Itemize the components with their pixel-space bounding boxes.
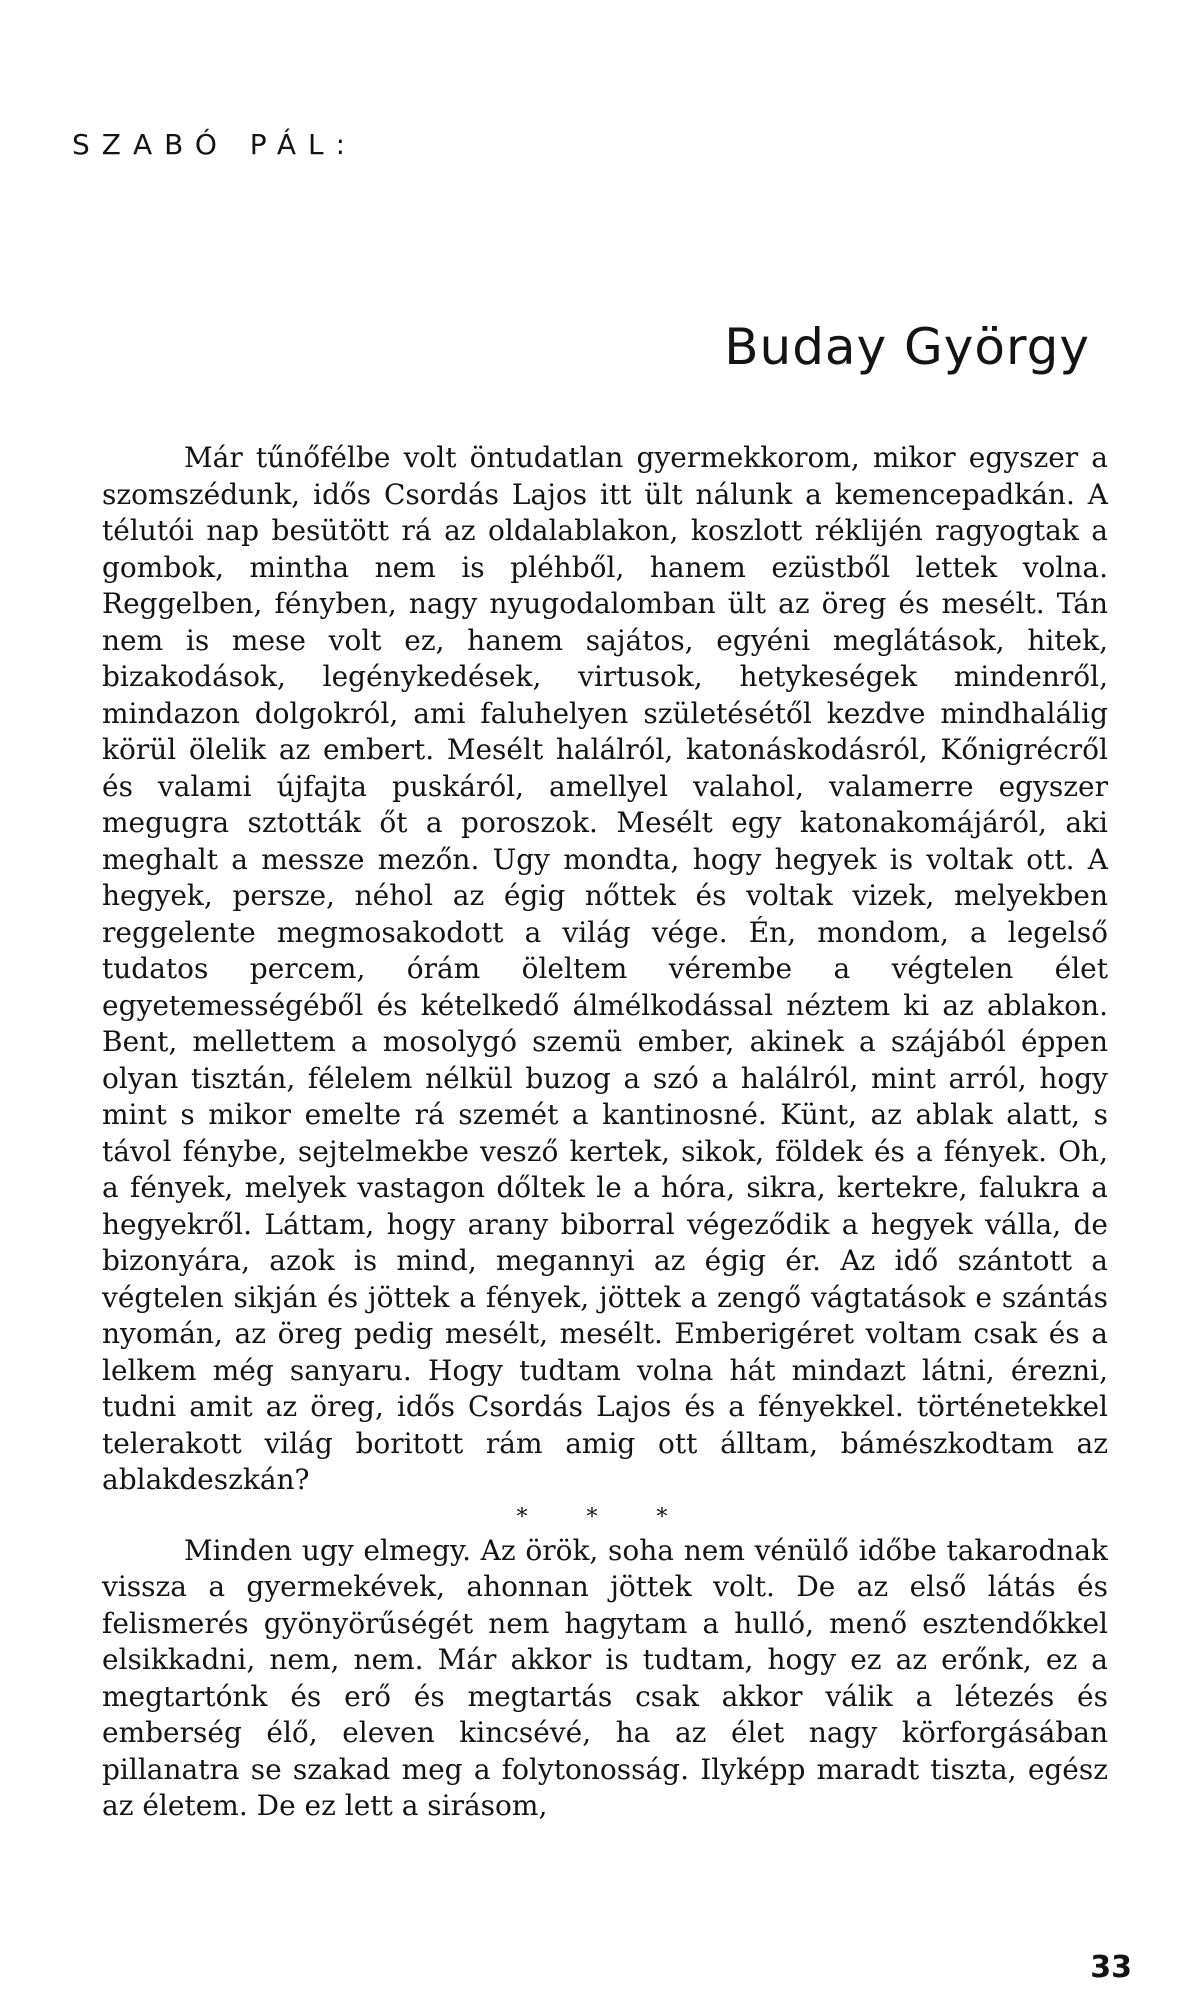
article-title: Buday György (724, 318, 1090, 376)
page-number: 33 (1090, 1950, 1132, 1985)
paragraph-2: Minden ugy elmegy. Az örök, soha nem vénülő időbe takarodnak vissza a gyermekévek, ahonnan jöttek volt. De az első látás és felismerés gyönyörűségét nem hagytam a hulló, menő esztendőkkel elsikkadni, nem, nem. Már akkor is tudtam, hogy ez az erőnk, ez a megtartónk és erő és megtartás csak akkor válik a létezés és emberség élő, eleven kincsévé, ha az élet nagy körforgásában pillanatra se szakad meg a folytonosság. Ilyképp maradt tiszta, egész az életem. De ez lett a sirásom, (102, 1533, 1108, 1822)
paragraph-1: Már tűnőfélbe volt öntudatlan gyermekkorom, mikor egyszer a szomszédunk, idős Csordás Lajos itt ült nálunk a kemencepadkán. A télutói nap besütött rá az oldalablakon, koszlott réklijén ragyogtak a gombok, mintha nem is pléhből, hanem ezüstből lettek volna. Reggelben, fényben, nagy nyugodalomban ült az öreg és mesélt. Tán nem is mese volt ez, hanem sajátos, egyéni meglátások, hitek, bizakodások, legénykedések, virtusok, hetykeségek mindenről, mindazon dolgokról, ami faluhelyen születésétől kezdve mindhalálig körül ölelik az embert. Mesélt halálról, katonáskodásról, Kőnigrécről és valami újfajta puskáról, amellyel valahol, valamerre egyszer megugra sztották őt a poroszok. Mesélt egy katonakomájáról, aki meghalt a messze mezőn. Ugy mondta, hogy hegyek is voltak ott. A hegyek, persze, néhol az égig nőttek és voltak vizek, melyekben reggelente megmosakodott a világ vége. Én, mondom, a legelső tudatos percem, órám öleltem vérembe a végtelen élet egyetemességéből és kételkedő álmélkodással néztem ki az ablakon. Bent, mellettem a mosolygó szemü ember, akinek a szájából éppen olyan tisztán, félelem nélkül buzog a szó a halálról, mint arról, hogy mint s mikor emelte rá szemét a kantinosné. Künt, az ablak alatt, s távol fénybe, sejtelmekbe vesző kertek, sikok, földek és a fények. Oh, a fények, melyek vastagon dőltek le a hóra, sikra, kertekre, falukra a hegyekről. Láttam, hogy arany biborral végeződik a hegyek válla, de bizonyára, azok is mind, megannyi az égig ér. Az idő szántott a végtelen sikján és jöttek a fények, jöttek a zengő vágtatások e szántás nyomán, az öreg pedig mesélt, mesélt. Emberigéret voltam csak és a lelkem még sanyaru. Hogy tudtam volna hát mindazt látni, érezni, tudni amit az öreg, idős Csordás Lajos és a fényekkel. történetekkel telerakott világ boritott rám amig ott álltam, bámészkodtam az ablakdeszkán? (102, 441, 1108, 1496)
section-separator: * * * (516, 1504, 694, 1530)
article-body (102, 440, 1108, 1825)
author-heading: SZABÓ PÁL: (72, 128, 358, 161)
